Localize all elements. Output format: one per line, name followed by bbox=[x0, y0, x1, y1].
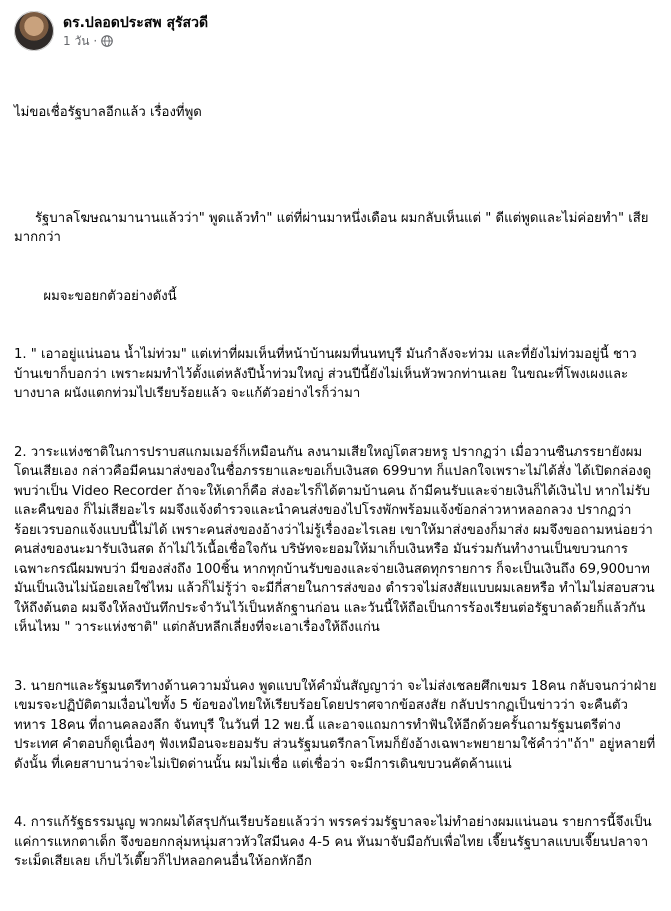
separator-dot: · bbox=[93, 33, 98, 48]
point-3: 3. นายกฯและรัฐมนตรีทางด้านความมั่นคง พูดแบบให้คำมั่นสัญญาว่า จะไม่ส่งเชลยศึกเขมร 18คน กลับจนกว่าฝ่ายเขมรจะปฏิบัติตามเงื่อนไขทั้ง 5 ข้อของไทยให้เรียบร้อยโดยปราศจากข้อสงสัย กลับปรากฏเป็นข่าวว่า จะคืนตัวทหาร 18คน ที่ถานคลองลึก จันทบุรี ในวันที่ 12 พย.นี้ และอาจแถมการทำฟันให้อีกด้วยครั้นถามรัฐมนตรีต่างประเทศ คำตอบก็ดูเนื่องๆ ฟังเหมือนจะยอมรับ ส่วนรัฐมนตรีกลาโหมก็ยังอ้างเฉพาะพยายามใช้คำว่า"ถ้า" อยู่หลายที่ ดังนั้น ที่เคยสาบานว่าจะไม่เปิดด่านนั้น ผมไม่เชื่อ แต่เชื่อว่า จะมีการเดินขบวนคัดค้านแน่ bbox=[14, 678, 660, 772]
post-header bbox=[14, 8, 657, 54]
examples-lead: ผมจะขอยกตัวอย่างดังนี้ bbox=[14, 288, 177, 304]
post-title-line: ไม่ขอเชื่อรัฐบาลอีกแล้ว เรื่องที่พูด bbox=[14, 105, 202, 120]
author-name[interactable]: ดร.ปลอดประสพ สุรัสวดี bbox=[63, 14, 209, 31]
blank-line bbox=[14, 162, 657, 170]
author-avatar[interactable] bbox=[14, 11, 54, 51]
post-subline bbox=[63, 33, 208, 49]
point-1: 1. " เอาอยู่แน่นอน น้ำไม่ท่วม" แต่เท่าที่ผมเห็นที่หน้าบ้านผมที่นนทบุรี มันกำลังจะท่วม และที่ยังไม่ท่วมอยู่นี้ ชาวบ้านเขาก็บอกว่า เพราะผมทำไว้ตั้งแต่หลังปีน้ำท่วมใหญ่ ส่วนปีนี้ยังไม่เห็นหัวพวกท่านเลย ในขณะที่โพงเผงและบางบาล ผนังแตกท่วมไปเรียบร้อยแล้ว จะแก้ตัวอย่างไรก็ว่ามา bbox=[14, 347, 637, 401]
post-meta bbox=[63, 14, 208, 49]
post-timestamp[interactable]: 1 วัน bbox=[63, 33, 90, 48]
intro-paragraph: รัฐบาลโฆษณามานานแล้วว่า" พูดแล้วทำ" แต่ที่ผ่านมาหนึ่งเดือน ผมกลับเห็นแต่ " ดีแต่พูดและไม่ค่อยทำ" เสียมากกว่า bbox=[14, 210, 649, 245]
point-2: 2. วาระแห่งชาติในการปราบสแกมเมอร์ก็เหมือนกัน ลงนามเสียใหญ่โตสวยหรู ปรากฏว่า เมื่อวานซืนภรรยายังผมโดนเสียเอง กล่าวคือมีคนมาส่งของในชื่อภรรยาและขอเก็บเงินสด 699บาท ก็แปลกใจเพราะไม่ได้สั่ง ได้เปิดกล่องดูพบว่าเป็น Video Recorder ถ้าจะให้เดาก็คือ ส่งอะไรก็ได้ตามบ้านคน ถ้ามีคนรับและจ่ายเงินก็ได้เงินไป หากไม่รับและคืนของ ก็ไม่เสียอะไร ผมจึงแจ้งตำรวจและนำคนส่งของไปโรงพักพร้อมแจ้งข้อกล่าวหาหลอกลวง ปรากฏว่า ร้อยเวรบอกแจ้งแบบนี้ไม่ได้ เพราะคนส่งของอ้างว่าไม่รู้เรื่องอะไรเลย เขาให้มาส่งของก็มาส่ง ผมจึงขอถามหน่อยว่า คนส่งของนะมารับเงินสด ถ้าไม่ไว้เนื้อเชื่อใจกัน บริษัทจะยอมให้มาเก็บเงินหรือ มันร่วมกันทำงานเป็นขบวนการ เฉพาะกรณีผมพบว่า มีของส่งถึง 100ชิ้น หากทุกบ้านรับของและจ่ายเงินสดทุกรายการ ก็จะเป็นเงินถึง 69,900บาท มันเป็นเงินไม่น้อยเลยใช่ไหม แล้วก็ไม่รู้ว่า จะมีกี่สายในการส่งของ ตำรวจไม่สงสัยแบบผมเลยหรือ ทำไมไม่สอบสวนให้ถึงต้นตอ ผมจึงให้ลงบันทึกประจำวันไว้เป็นหลักฐานก่อน และวันนี้ให้ถือเป็นการร้องเรียนต่อรัฐบาลด้วยก็แล้วกัน เห็นไหม " วาระแห่งชาติ" แต่กลับหลีกเลี่ยงที่จะเอาเรื่องให้ถึงแก่น bbox=[14, 444, 658, 635]
globe-icon[interactable] bbox=[101, 35, 113, 47]
post-body bbox=[14, 64, 660, 911]
point-4: 4. การแก้รัฐธรรมนูญ พวกผมได้สรุปกันเรียบร้อยแล้วว่า พรรคร่วมรัฐบาลจะไม่ทำอย่างผมแน่นอน รายการนี้จึงเป็นแค่การแหกตาเด็ก จึงขอยกกลุ่มหนุ่มสาวหัวใสมีนคง 4-5 คน หันมาจับมือกับเพื่อไทย เจี๊ยนรัฐบาลแบบเจี๊ยนปลาจาระเม็ดเสียเลย เก็บไว้เตี๊ยวก็ไปหลอกคนอื่นให้อกหักอีก bbox=[14, 815, 652, 869]
